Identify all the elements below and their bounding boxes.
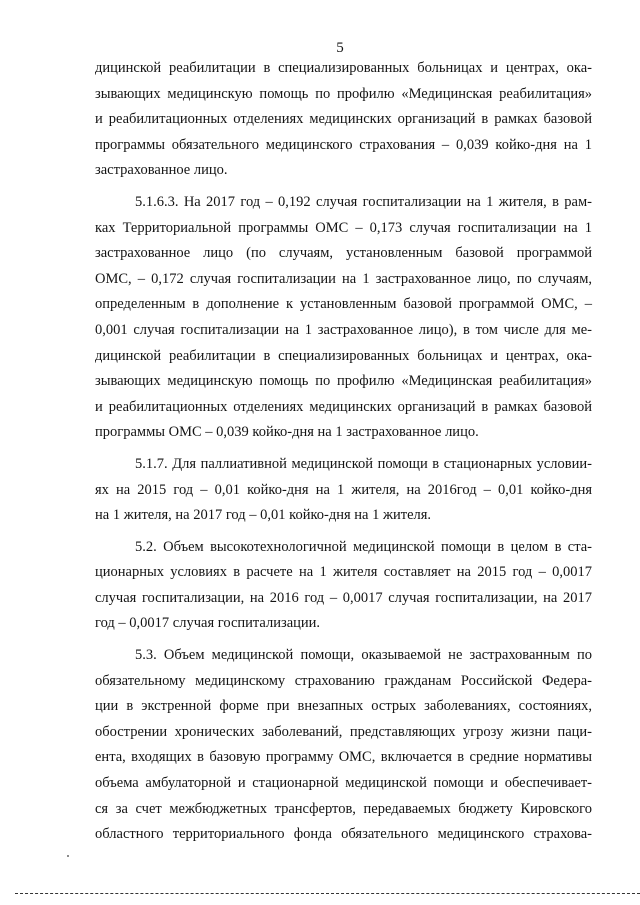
text-line: 5.1.6.3. На 2017 год – 0,192 случая госпитализации на 1 жителя, в рам-: [135, 193, 592, 210]
text-line: 5.3. Объем медицинской помощи, оказываемой не застрахованным по: [135, 647, 592, 664]
text-line: ента, входящих в базовую программу ОМС, включается в средние нормативы: [95, 749, 592, 766]
text-line: год – 0,0017 случая госпитализации.: [95, 615, 321, 632]
page-number: 5: [336, 40, 344, 56]
text-line: программы ОМС – 0,039 койко-дня на 1 застрахованное лицо.: [95, 424, 479, 441]
text-line: застрахованное лицо.: [95, 162, 228, 179]
text-line: объема амбулаторной и стационарной медицинской помощи и обеспечивает-: [95, 775, 592, 792]
document-body: [95, 56, 592, 848]
text-line: зывающих медицинскую помощь по профилю «Медицинская реабилитация»: [95, 85, 592, 102]
text-line: зывающих медицинскую помощь по профилю «Медицинская реабилитация»: [95, 373, 592, 390]
paragraph-5-1-7: [95, 452, 592, 529]
text-line: дицинской реабилитации в специализированных больницах и центрах, ока-: [95, 60, 592, 76]
paragraph-5-1-6-3: [95, 190, 592, 446]
page-bottom-rule: [15, 893, 640, 894]
text-line: застрахованное лицо (по случаям, установленным базовой программой: [95, 245, 592, 262]
text-line: ках Территориальной программы ОМС – 0,173 случая госпитализации на 1: [95, 219, 592, 236]
paragraph-5-2: [95, 535, 592, 637]
text-line: определенным в дополнение к установленным базовой программой ОМС, –: [95, 296, 592, 313]
text-line: областного территориального фонда обязательного медицинского страхова-: [95, 826, 592, 843]
text-line: случая госпитализации, на 2016 год – 0,0017 случая госпитализации, на 2017: [95, 589, 592, 606]
text-line: ях на 2015 год – 0,01 койко-дня на 1 жителя, на 2016год – 0,01 койко-дня: [95, 481, 592, 498]
scan-speck: [67, 855, 69, 857]
text-line: и реабилитационных отделениях медицинских организаций в рамках базовой: [95, 398, 592, 415]
paragraph-continuation: [95, 56, 592, 184]
text-line: дицинской реабилитации в специализированных больницах и центрах, ока-: [95, 347, 592, 364]
text-line: 5.2. Объем высокотехнологичной медицинской помощи в целом в ста-: [135, 538, 592, 555]
text-line: программы обязательного медицинского страхования – 0,039 койко-дня на 1: [95, 136, 592, 153]
text-line: ОМС, – 0,172 случая госпитализации на 1 застрахованное лицо, по случаям,: [95, 270, 592, 287]
text-line: ся за счет межбюджетных трансфертов, передаваемых бюджету Кировского: [95, 800, 592, 817]
text-line: ционарных условиях в расчете на 1 жителя составляет на 2015 год – 0,0017: [95, 564, 592, 581]
text-line: и реабилитационных отделениях медицинских организаций в рамках базовой: [95, 111, 592, 128]
text-line: 5.1.7. Для паллиативной медицинской помощи в стационарных условии-: [135, 455, 592, 472]
text-line: на 1 жителя, на 2017 год – 0,01 койко-дня на 1 жителя.: [95, 507, 432, 524]
text-line: ции в экстренной форме при внезапных острых заболеваниях, состояниях,: [95, 698, 592, 715]
text-line: 0,001 случая госпитализации на 1 застрахованное лицо), в том числе для ме-: [95, 321, 592, 338]
text-line: обострении хронических заболеваний, представляющих угрозу жизни паци-: [95, 723, 592, 740]
paragraph-5-3: [95, 643, 592, 848]
text-line: обязательному медицинскому страхованию гражданам Российской Федера-: [95, 672, 592, 689]
